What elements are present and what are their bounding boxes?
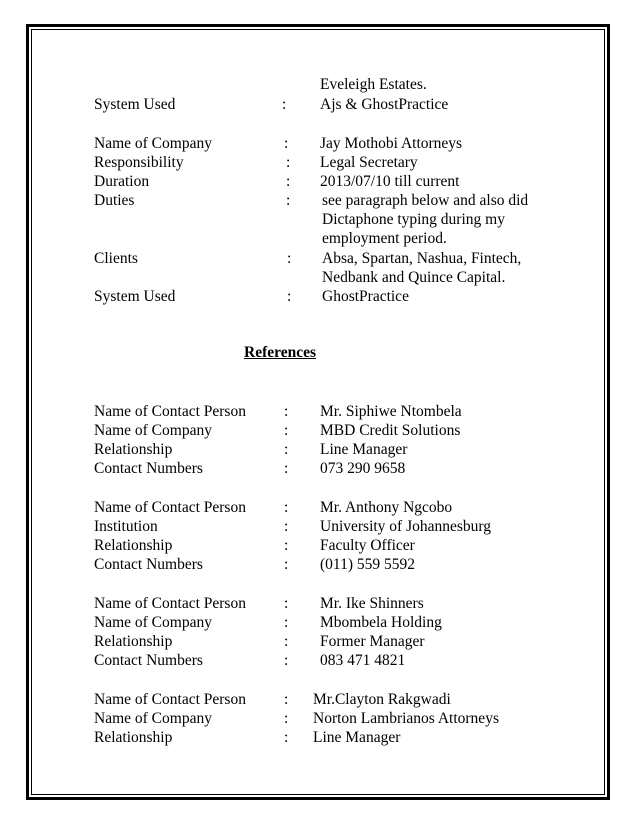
clients-line: Nedbank and Quince Capital. <box>322 269 506 286</box>
ref4-contact-row <box>0 690 638 710</box>
contact-person-value: Mr. Siphiwe Ntombela <box>320 403 462 420</box>
colon: : <box>284 652 289 669</box>
ref3-contact-row <box>0 594 638 614</box>
system-used-label: System Used <box>94 96 176 113</box>
relationship-label: Relationship <box>94 633 173 650</box>
colon: : <box>284 422 289 439</box>
colon: : <box>284 518 289 535</box>
clients-row-cont <box>0 268 638 288</box>
responsibility-value: Legal Secretary <box>320 154 418 171</box>
company-value: Jay Mothobi Attorneys <box>320 135 463 152</box>
institution-value: University of Johannesburg <box>320 518 492 535</box>
company-label: Name of Company <box>94 710 212 727</box>
duration-label: Duration <box>94 173 150 190</box>
references-heading: References <box>244 344 317 361</box>
ref4-company-row <box>0 709 638 729</box>
ref2-relationship-row <box>0 536 638 556</box>
duties-row-cont <box>0 229 638 249</box>
company-value: Norton Lambrianos Attorneys <box>313 710 499 727</box>
colon: : <box>284 441 289 458</box>
colon: : <box>284 691 289 708</box>
ref4-relationship-row <box>0 728 638 748</box>
continued-value: Eveleigh Estates. <box>320 76 427 93</box>
colon: : <box>286 173 291 190</box>
duties-row <box>0 191 638 211</box>
continued-line <box>0 75 638 95</box>
colon: : <box>284 135 289 152</box>
relationship-label: Relationship <box>94 729 173 746</box>
duties-row-cont <box>0 210 638 230</box>
colon: : <box>284 595 289 612</box>
company-value: MBD Credit Solutions <box>320 422 461 439</box>
contact-numbers-label: Contact Numbers <box>94 556 203 573</box>
company-label: Name of Company <box>94 614 212 631</box>
duration-row <box>0 172 638 192</box>
responsibility-row <box>0 153 638 173</box>
contact-person-value: Mr.Clayton Rakgwadi <box>313 691 451 708</box>
ref1-company-row <box>0 421 638 441</box>
colon: : <box>284 633 289 650</box>
colon: : <box>284 710 289 727</box>
duties-line: Dictaphone typing during my <box>322 211 505 228</box>
company-label: Name of Company <box>94 422 212 439</box>
contact-numbers-label: Contact Numbers <box>94 652 203 669</box>
contact-numbers-value: 083 471 4821 <box>320 652 406 669</box>
colon: : <box>284 499 289 516</box>
relationship-value: Faculty Officer <box>320 537 415 554</box>
ref1-contact-row <box>0 402 638 422</box>
clients-line: Absa, Spartan, Nashua, Fintech, <box>322 250 522 267</box>
duties-line: see paragraph below and also did <box>322 192 529 209</box>
ref2-numbers-row <box>0 555 638 575</box>
colon: : <box>284 614 289 631</box>
clients-row <box>0 249 638 269</box>
colon: : <box>286 154 291 171</box>
ref2-institution-row <box>0 517 638 537</box>
contact-numbers-value: 073 290 9658 <box>320 460 406 477</box>
colon: : <box>284 537 289 554</box>
institution-label: Institution <box>94 518 158 535</box>
ref1-numbers-row <box>0 459 638 479</box>
duration-value: 2013/07/10 till current <box>320 173 460 190</box>
contact-numbers-label: Contact Numbers <box>94 460 203 477</box>
responsibility-label: Responsibility <box>94 154 184 171</box>
duties-line: employment period. <box>322 230 447 247</box>
ref3-relationship-row <box>0 632 638 652</box>
system-used-row <box>0 287 638 307</box>
colon: : <box>286 192 291 209</box>
contact-person-label: Name of Contact Person <box>94 691 246 708</box>
relationship-label: Relationship <box>94 441 173 458</box>
system-used-label: System Used <box>94 288 176 305</box>
colon: : <box>284 460 289 477</box>
ref2-contact-row <box>0 498 638 518</box>
relationship-value: Line Manager <box>320 441 408 458</box>
contact-person-label: Name of Contact Person <box>94 499 246 516</box>
colon: : <box>282 96 287 113</box>
contact-person-label: Name of Contact Person <box>94 403 246 420</box>
colon: : <box>287 288 292 305</box>
system-used-row <box>0 95 638 115</box>
company-label: Name of Company <box>94 135 212 152</box>
system-used-value: Ajs & GhostPractice <box>320 96 449 113</box>
system-used-value: GhostPractice <box>322 288 409 305</box>
company-value: Mbombela Holding <box>320 614 442 631</box>
ref3-company-row <box>0 613 638 633</box>
clients-label: Clients <box>94 250 138 267</box>
contact-person-label: Name of Contact Person <box>94 595 246 612</box>
colon: : <box>287 250 292 267</box>
colon: : <box>284 403 289 420</box>
relationship-value: Line Manager <box>313 729 401 746</box>
relationship-value: Former Manager <box>320 633 425 650</box>
duties-label: Duties <box>94 192 135 209</box>
contact-person-value: Mr. Anthony Ngcobo <box>320 499 453 516</box>
contact-numbers-value: (011) 559 5592 <box>320 556 415 573</box>
company-row <box>0 134 638 154</box>
relationship-label: Relationship <box>94 537 173 554</box>
ref3-numbers-row <box>0 651 638 671</box>
colon: : <box>284 556 289 573</box>
colon: : <box>284 729 289 746</box>
contact-person-value: Mr. Ike Shinners <box>320 595 424 612</box>
ref1-relationship-row <box>0 440 638 460</box>
